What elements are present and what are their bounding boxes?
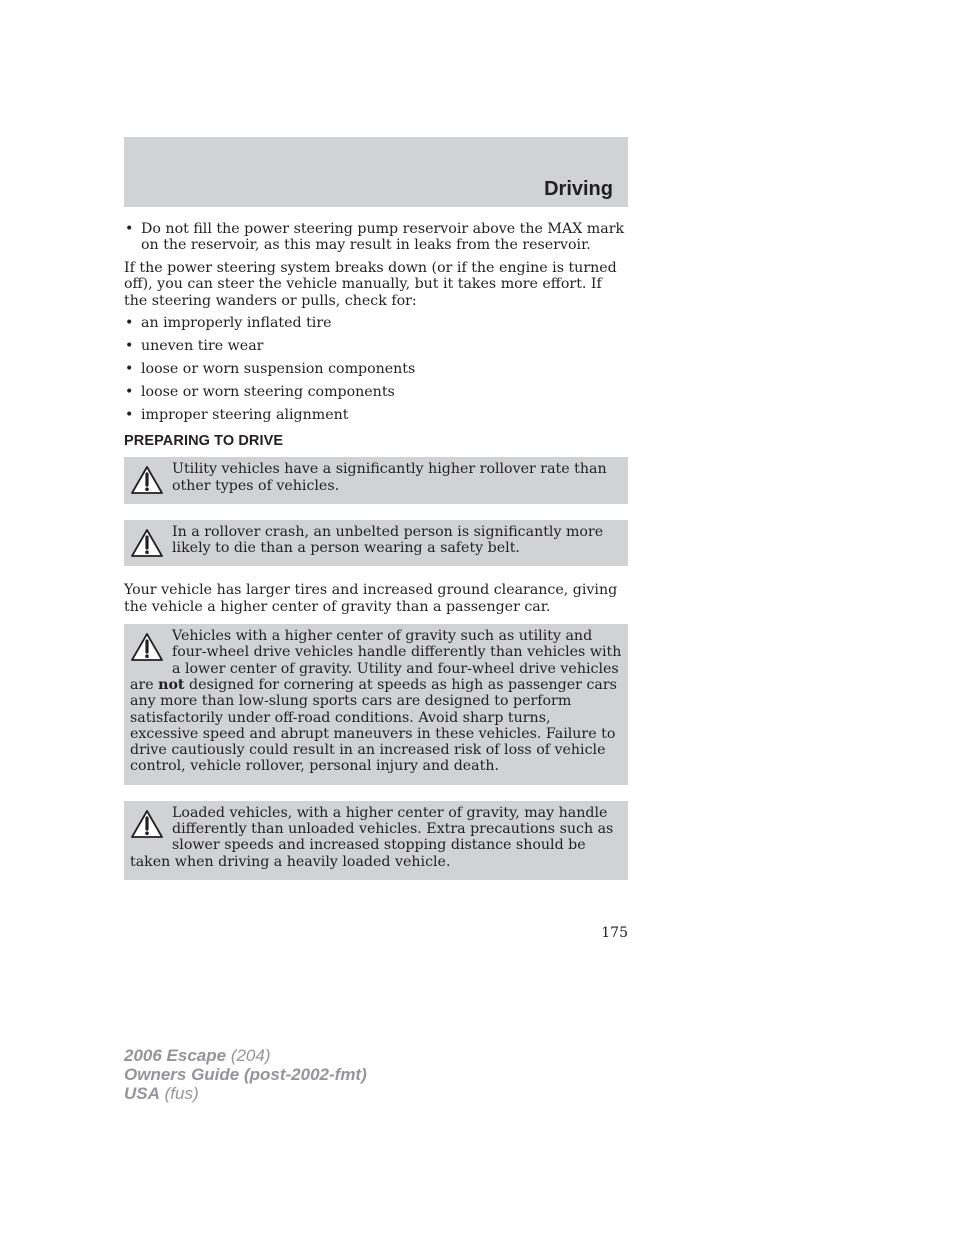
warning-triangle-icon xyxy=(130,528,164,558)
warning-box xyxy=(124,624,628,785)
footer-model: 2006 Escape xyxy=(124,1046,227,1065)
list-item xyxy=(124,338,628,354)
page-number: 175 xyxy=(601,925,628,941)
list-item xyxy=(124,407,628,423)
warning-triangle-icon xyxy=(130,809,164,839)
document-footer xyxy=(124,1046,367,1103)
list-item xyxy=(124,384,628,400)
footer-line: Owners Guide (post-2002-fmt) xyxy=(124,1065,367,1084)
section-heading: PREPARING TO DRIVE xyxy=(124,432,284,449)
warning-box xyxy=(124,801,628,880)
page-content xyxy=(124,221,628,896)
bullet-glyph: • xyxy=(125,406,134,423)
warning-triangle-icon xyxy=(130,632,164,662)
bullet-glyph: • xyxy=(125,221,134,237)
footer-model-code: (204) xyxy=(226,1046,271,1065)
warning-box xyxy=(124,520,628,567)
warning-text-part: Vehicles with a higher center of gravity such as utility and four-wheel drive vehicles handle differently than vehicles with a lower center of gravity. Utility and four-wheel drive vehicles are xyxy=(130,628,622,693)
warning-box xyxy=(124,457,628,504)
list-item xyxy=(124,315,628,331)
section-title: Driving xyxy=(544,178,613,200)
warning-text-part: designed for cornering at speeds as high as passenger cars any more than low-slung sports cars are designed to perform satisfactorily under off-road conditions. Avoid sharp turns, excessive speed and abrupt maneuvers in these vehicles. Failure to drive cautiously could result in an increased risk of loss of vehicle control, vehicle rollover, personal injury and death. xyxy=(130,676,617,775)
bullet-item xyxy=(124,221,628,254)
warning-triangle-icon xyxy=(130,465,164,495)
footer-line xyxy=(124,1084,367,1103)
check-list xyxy=(124,315,628,422)
warning-text: Loaded vehicles, with a higher center of gravity, may handle differently than unloaded vehicles. Extra precautions such as slower speeds and increased stopping distance should be taken when driving a heavily loaded vehicle. xyxy=(130,804,614,870)
bullet-text: Do not fill the power steering pump reservoir above the MAX mark on the reservoir, as this may result in leaks from the reservoir. xyxy=(141,221,625,254)
warning-text: Utility vehicles have a significantly higher rollover rate than other types of vehicles. xyxy=(172,461,607,494)
list-item-text: loose or worn steering components xyxy=(141,383,395,400)
section-header-band xyxy=(124,137,628,207)
bullet-glyph: • xyxy=(125,338,134,355)
bullet-glyph: • xyxy=(125,361,134,378)
emphasis-text: not xyxy=(158,676,185,693)
list-item xyxy=(124,361,628,377)
list-item-text: uneven tire wear xyxy=(141,338,264,355)
bullet-glyph: • xyxy=(125,315,134,332)
bullet-glyph: • xyxy=(125,383,134,400)
footer-market: USA xyxy=(124,1084,160,1103)
footer-market-code: (fus) xyxy=(159,1084,199,1103)
list-item-text: improper steering alignment xyxy=(141,406,349,423)
warning-text: In a rollover crash, an unbelted person is significantly more likely to die than a person wearing a safety belt. xyxy=(172,523,604,557)
footer-line xyxy=(124,1046,367,1065)
warning-text xyxy=(130,628,622,775)
list-item-text: loose or worn suspension components xyxy=(141,361,416,378)
clearance-paragraph: Your vehicle has larger tires and increased ground clearance, giving the vehicle a higher center of gravity than a passenger car. xyxy=(124,582,618,615)
steering-paragraph: If the power steering system breaks down (or if the engine is turned off), you can steer the vehicle manually, but it takes more effort. If the steering wanders or pulls, check for: xyxy=(124,260,617,309)
list-item-text: an improperly inflated tire xyxy=(141,315,332,332)
